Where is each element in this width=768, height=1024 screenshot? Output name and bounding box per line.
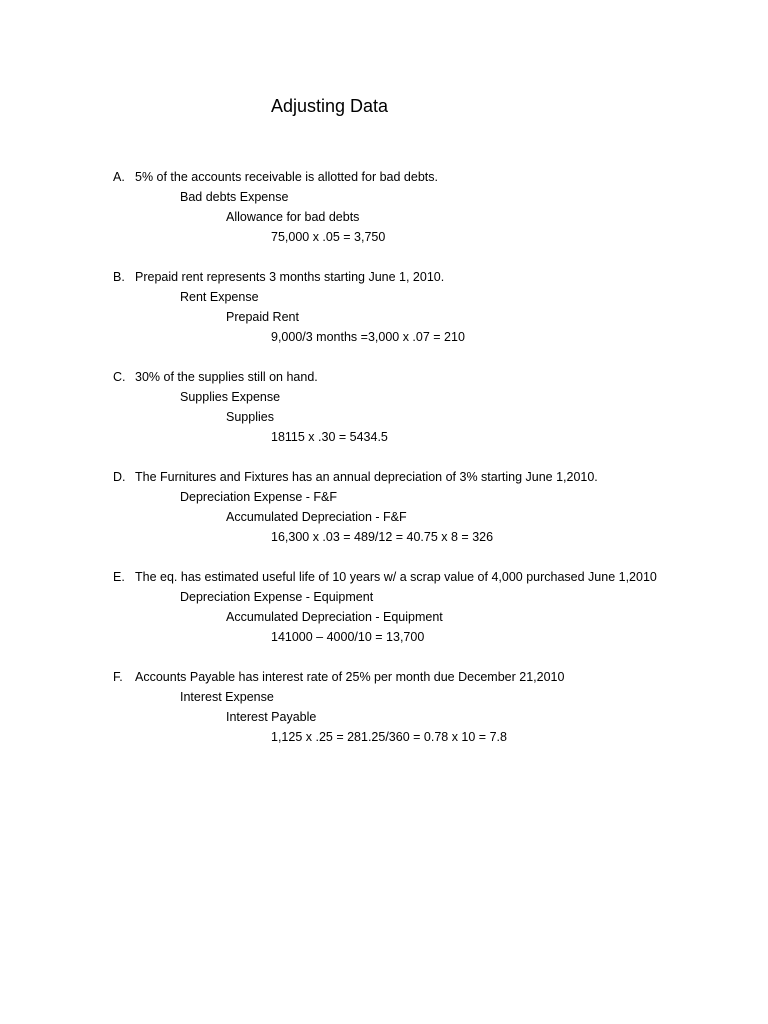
entry-marker: A. <box>113 170 125 184</box>
credit-account: Prepaid Rent <box>226 310 299 324</box>
debit-account: Depreciation Expense - F&F <box>180 490 338 504</box>
computation: 75,000 x .05 = 3,750 <box>271 230 386 244</box>
debit-account: Interest Expense <box>180 690 274 704</box>
entry-marker: C. <box>113 370 126 384</box>
adjustment-entry-a <box>0 169 768 249</box>
adjustment-entry-e <box>0 569 768 649</box>
entry-marker: F. <box>113 670 123 684</box>
adjustment-entry-b <box>0 269 768 349</box>
entry-description: Accounts Payable has interest rate of 25% per month due December 21,2010 <box>135 670 565 684</box>
entry-description: Prepaid rent represents 3 months starting June 1, 2010. <box>135 270 445 284</box>
credit-account: Allowance for bad debts <box>226 210 360 224</box>
adjustment-entry-d <box>0 469 768 549</box>
credit-account: Interest Payable <box>226 710 317 724</box>
entry-description: 30% of the supplies still on hand. <box>135 370 318 384</box>
computation: 1,125 x .25 = 281.25/360 = 0.78 x 10 = 7.8 <box>271 730 507 744</box>
entry-description: 5% of the accounts receivable is allotted for bad debts. <box>135 170 438 184</box>
computation: 18115 x .30 = 5434.5 <box>271 430 388 444</box>
credit-account: Supplies <box>226 410 274 424</box>
entry-marker: B. <box>113 270 125 284</box>
debit-account: Bad debts Expense <box>180 190 289 204</box>
computation: 9,000/3 months =3,000 x .07 = 210 <box>271 330 465 344</box>
entry-description: The eq. has estimated useful life of 10 years w/ a scrap value of 4,000 purchased June 1,2010 <box>135 570 657 584</box>
credit-account: Accumulated Depreciation - F&F <box>226 510 407 524</box>
page-title: Adjusting Data <box>271 96 389 116</box>
debit-account: Rent Expense <box>180 290 259 304</box>
adjustment-entry-c <box>0 369 768 449</box>
computation: 141000 – 4000/10 = 13,700 <box>271 630 425 644</box>
debit-account: Depreciation Expense - Equipment <box>180 590 374 604</box>
debit-account: Supplies Expense <box>180 390 281 404</box>
computation: 16,300 x .03 = 489/12 = 40.75 x 8 = 326 <box>271 530 494 544</box>
entry-marker: D. <box>113 470 126 484</box>
entry-description: The Furnitures and Fixtures has an annual depreciation of 3% starting June 1,2010. <box>135 470 598 484</box>
adjustment-entry-f <box>0 669 768 749</box>
credit-account: Accumulated Depreciation - Equipment <box>226 610 443 624</box>
entry-marker: E. <box>113 570 125 584</box>
